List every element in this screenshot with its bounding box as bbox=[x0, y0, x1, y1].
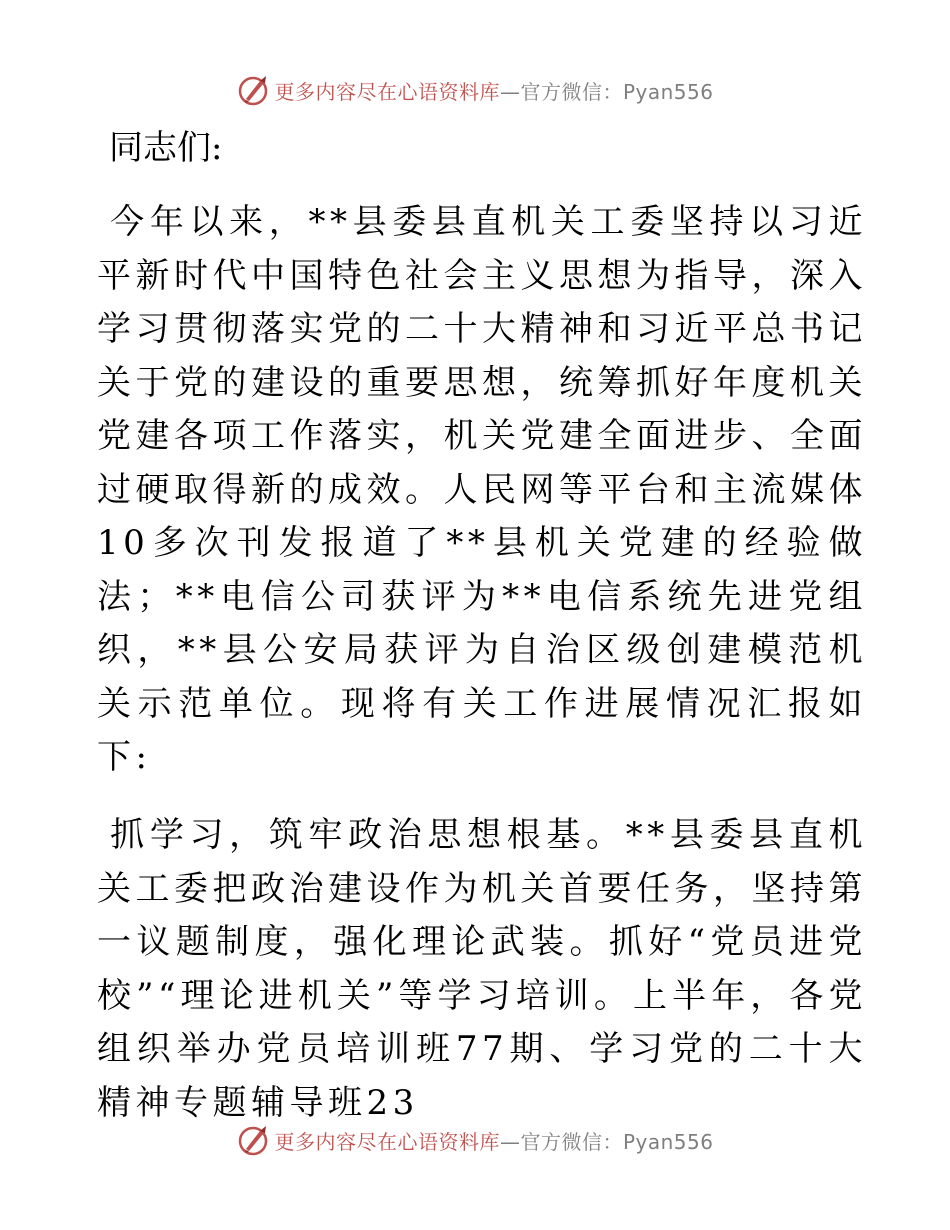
quill-pen-logo-icon bbox=[236, 1123, 270, 1157]
watermark-contact: 官方微信：Pyan556 bbox=[520, 1129, 714, 1154]
paragraph-study bbox=[97, 809, 867, 1123]
header-watermark bbox=[0, 70, 950, 110]
paragraph-intro bbox=[97, 196, 867, 783]
watermark-text bbox=[274, 76, 713, 105]
watermark-separator: — bbox=[499, 1129, 521, 1154]
watermark-text bbox=[274, 1126, 713, 1155]
salutation: 同志们: bbox=[109, 128, 223, 168]
watermark-brand: 更多内容尽在心语资料库 bbox=[274, 1129, 500, 1154]
footer-watermark bbox=[0, 1120, 950, 1160]
watermark-brand: 更多内容尽在心语资料库 bbox=[274, 79, 500, 104]
watermark-separator: — bbox=[499, 79, 521, 104]
document-body bbox=[97, 118, 867, 1123]
paragraph-intro-text: 今年以来，**县委县直机关工委坚持以习近平新时代中国特色社会主义思想为指导，深入学习贯彻落实党的二十大精神和习近平总书记关于党的建设的重要思想，统筹抓好年度机关党建各项工作落实，机关党建全面进步、全面过硬取得新的成效。人民网等平台和主流媒体10多次刊发报道了**县机关党建的经验做法；**电信公司获评为**电信系统先进党组织，**县公安局获评为自治区级创建模范机关示范单位。现将有关工作进展情况汇报如下: bbox=[97, 202, 867, 777]
watermark-contact: 官方微信：Pyan556 bbox=[520, 79, 714, 104]
paragraph-study-text: 抓学习，筑牢政治思想根基。**县委县直机关工委把政治建设作为机关首要任务，坚持第一议题制度，强化理论武装。抓好“党员进党校”“理论进机关”等学习培训。上半年，各党组织举办党员培训班77期、学习党的二十大精神专题辅导班23 bbox=[97, 815, 867, 1123]
quill-pen-logo-icon bbox=[236, 73, 270, 107]
